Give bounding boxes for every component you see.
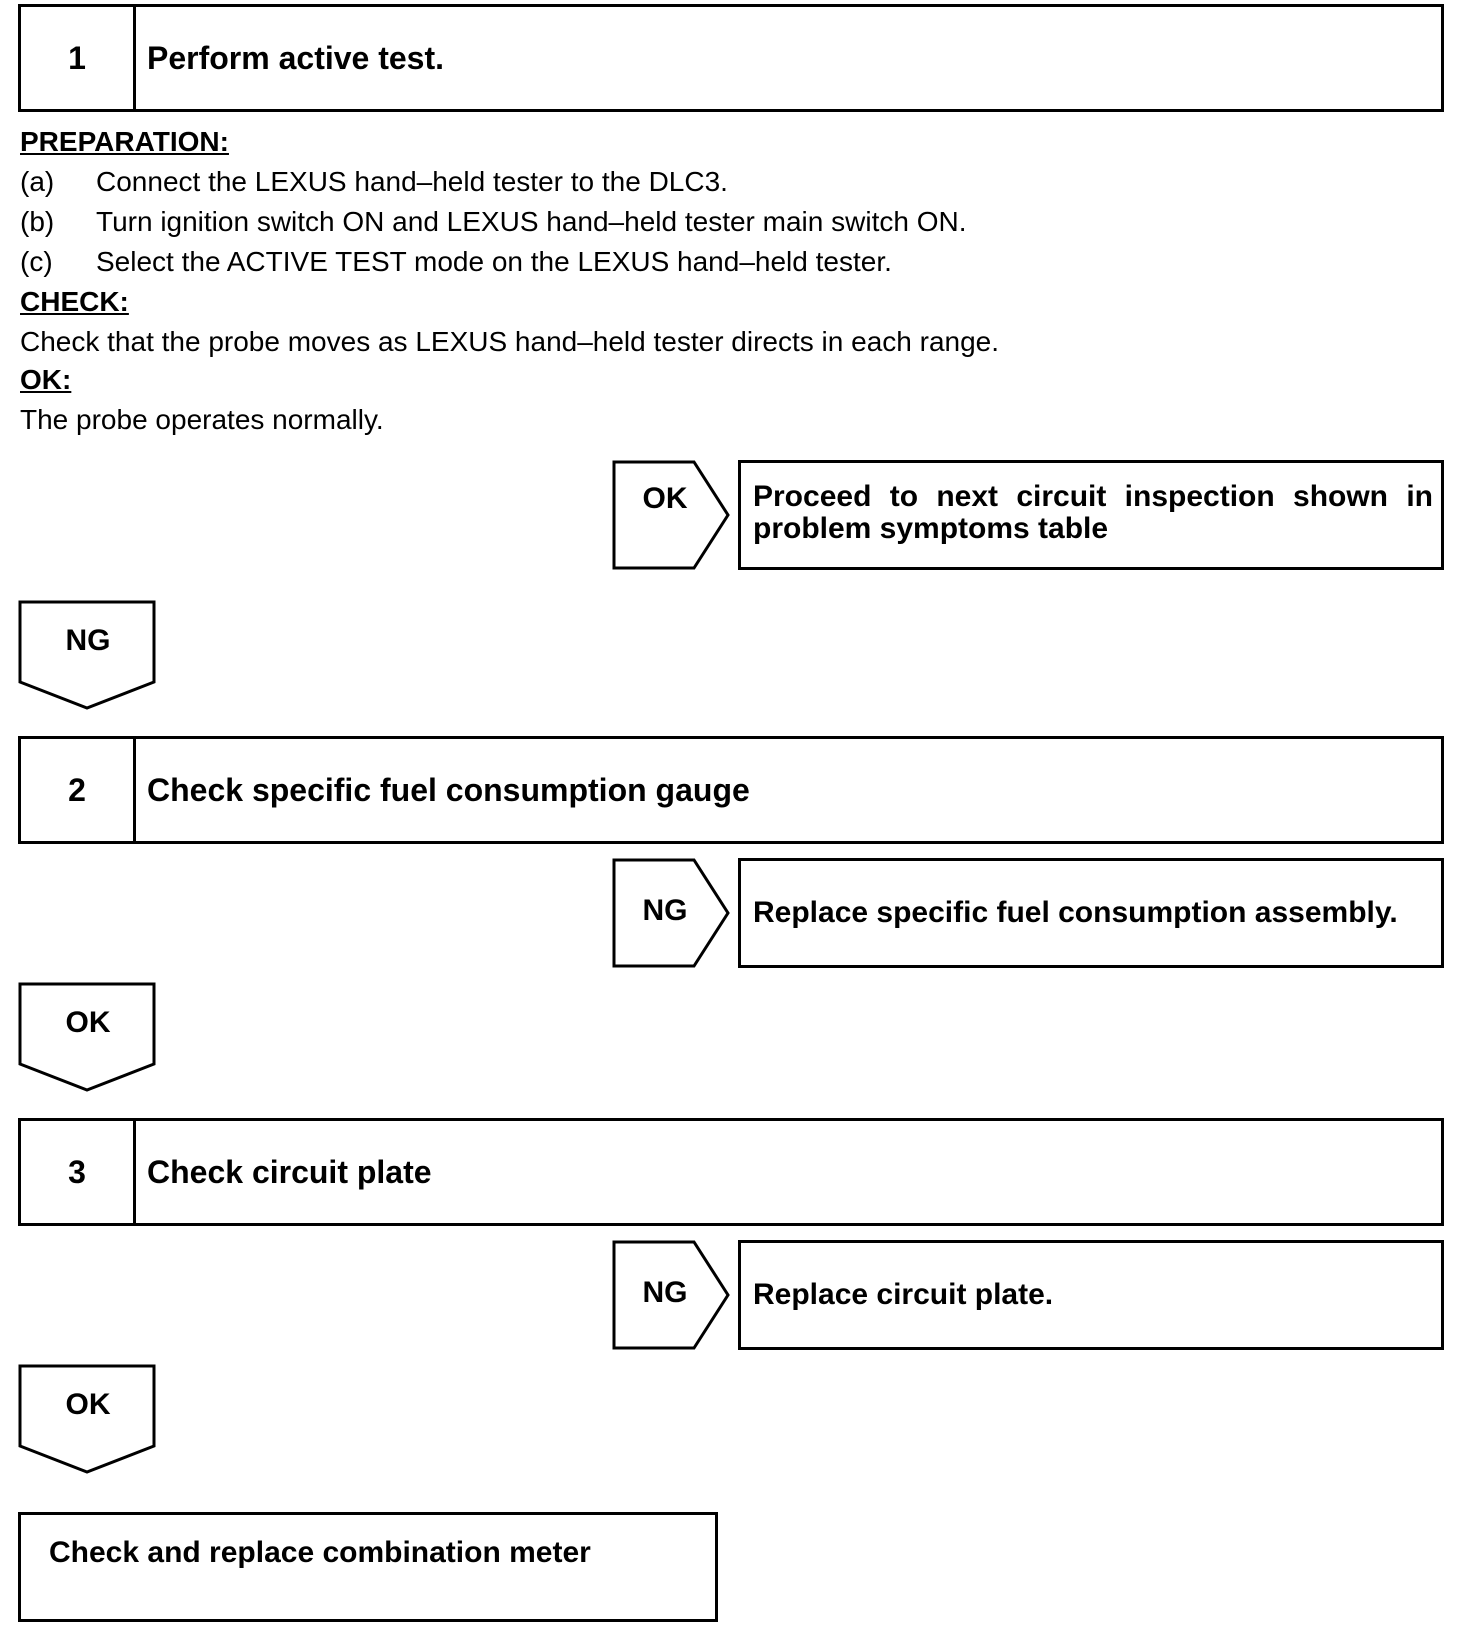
- down-arrow-label: OK: [65, 1388, 111, 1421]
- result-box: [738, 460, 1444, 570]
- step-number: 3: [21, 1121, 136, 1223]
- final-action-text: Check and replace combination meter: [49, 1536, 591, 1569]
- result-text-line: Replace circuit plate.: [753, 1278, 1054, 1311]
- prep-item-text: Connect the LEXUS hand–held tester to the DLC3.: [96, 166, 728, 197]
- result-box: [738, 1240, 1444, 1350]
- ok-heading: OK:: [20, 364, 72, 395]
- preparation-heading: PREPARATION:: [20, 126, 229, 157]
- step-3-box: [18, 1118, 1444, 1226]
- ok-text: The probe operates normally.: [20, 404, 384, 435]
- prep-item-label: (b): [20, 206, 55, 237]
- result-box: [738, 858, 1444, 968]
- prep-item-text: Select the ACTIVE TEST mode on the LEXUS hand–held tester.: [96, 246, 892, 277]
- branch-label: NG: [642, 1276, 688, 1309]
- check-text: Check that the probe moves as LEXUS hand–held tester directs in each range.: [20, 326, 1000, 357]
- step-number: 1: [21, 7, 136, 109]
- prep-item-label: (a): [20, 166, 55, 197]
- step-title: Perform active test.: [147, 39, 445, 76]
- step-2-box: [18, 736, 1444, 844]
- branch-label: OK: [642, 482, 688, 515]
- result-text-line: Proceed to next circuit inspection shown in: [753, 480, 1433, 513]
- check-heading: CHECK:: [20, 286, 129, 317]
- step-title: Check circuit plate: [147, 1153, 432, 1190]
- step-number: 2: [21, 739, 136, 841]
- step-title: Check specific fuel consumption gauge: [147, 771, 750, 808]
- step-1-box: [18, 4, 1444, 112]
- branch-label: NG: [642, 894, 688, 927]
- prep-item-text: Turn ignition switch ON and LEXUS hand–held tester main switch ON.: [96, 206, 967, 237]
- prep-item-label: (c): [20, 246, 53, 277]
- final-action-box: [18, 1512, 718, 1622]
- down-arrow-label: OK: [65, 1006, 111, 1039]
- down-arrow-label: NG: [65, 624, 111, 657]
- result-text-line: problem symptoms table: [753, 512, 1109, 545]
- result-text-line: Replace specific fuel consumption assembly.: [753, 896, 1398, 929]
